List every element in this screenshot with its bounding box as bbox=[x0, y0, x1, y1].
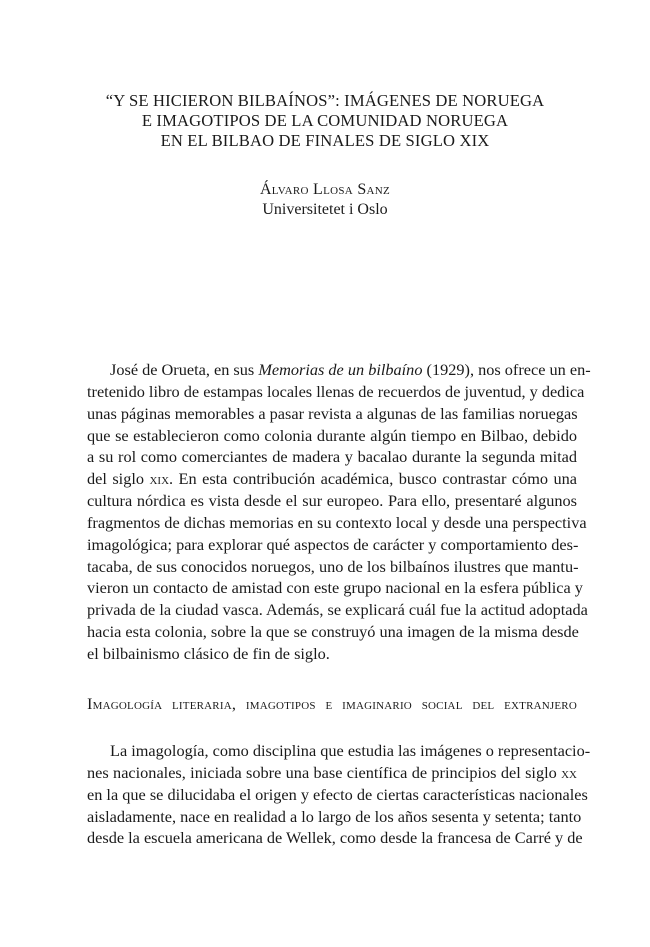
section-paragraph bbox=[87, 740, 591, 849]
paragraph-line: fragmentos de dichas memorias en su contexto local y desde una perspectiva bbox=[87, 512, 587, 532]
book-title-italic: Memorias de un bilbaíno bbox=[258, 360, 423, 379]
paragraph-line bbox=[87, 359, 591, 381]
intro-paragraph bbox=[87, 359, 591, 665]
paragraph-line: privada de la ciudad vasca. Además, se explicará cuál fue la actitud adoptada bbox=[87, 600, 588, 620]
paragraph-line: en la que se dilucidaba el origen y efecto de ciertas características nacionales bbox=[87, 784, 588, 804]
paragraph-line: cultura nórdica es vista desde el sur europeo. Para ello, presentaré algunos bbox=[87, 491, 577, 511]
text-run: . En esta contribución académica, busco contrastar cómo una bbox=[169, 469, 577, 489]
title-line-1: “Y SE HICIERON BILBAÍNOS”: IMÁGENES DE NORUEGA bbox=[105, 91, 545, 110]
paragraph-line: vieron un contacto de amistad con este grupo nacional en la esfera pública y bbox=[87, 578, 583, 598]
paragraph-line: tacaba, de sus conocidos noruegos, uno de los bilbaínos ilustres que mantu- bbox=[87, 556, 579, 576]
paragraph-line: a su rol como comerciantes de madera y bacalao durante la segunda mitad bbox=[87, 447, 577, 467]
paragraph-line: que se establecieron como colonia durante algún tiempo en Bilbao, debido bbox=[87, 425, 577, 445]
author-affiliation: Universitetet i Oslo bbox=[262, 201, 388, 218]
section-heading: Imagología literaria, imagotipos e imaginario social del extranjero bbox=[87, 694, 577, 713]
paragraph-line: tretenido libro de estampas locales llenas de recuerdos de juventud, y dedica bbox=[87, 381, 585, 401]
text-run: nes nacionales, iniciada sobre una base científica de principios del siglo bbox=[87, 762, 562, 782]
title-line-3: EN EL BILBAO DE FINALES DE SIGLO XIX bbox=[160, 131, 490, 150]
author-name: Álvaro Llosa Sanz bbox=[259, 181, 391, 198]
text-run: del siglo bbox=[87, 469, 150, 489]
paragraph-line: imagológica; para explorar qué aspectos de carácter y comportamiento des- bbox=[87, 534, 579, 554]
century-small-caps: xix bbox=[149, 469, 170, 489]
paragraph-line: el bilbainismo clásico de fin de siglo. bbox=[87, 643, 330, 663]
paragraph-line: unas páginas memorables a pasar revista a algunas de las familias noruegas bbox=[87, 403, 578, 423]
text-run: José de Orueta, en sus bbox=[110, 360, 259, 379]
paragraph-line: hacia esta colonia, sobre la que se construyó una imagen de la misma desde bbox=[87, 622, 579, 642]
century-small-caps: xx bbox=[561, 762, 577, 782]
paragraph-line bbox=[87, 762, 577, 784]
text-run: (1929), nos ofrece un en- bbox=[422, 360, 591, 379]
article-title bbox=[60, 91, 590, 151]
paragraph-line bbox=[87, 468, 577, 490]
title-line-2: E IMAGOTIPOS DE LA COMUNIDAD NORUEGA bbox=[141, 111, 509, 130]
paragraph-line: aisladamente, nace en realidad a lo largo de los años sesenta y setenta; tanto bbox=[87, 806, 582, 826]
paragraph-line: desde la escuela americana de Wellek, como desde la francesa de Carré y de bbox=[87, 828, 583, 848]
paragraph-line: La imagología, como disciplina que estudia las imágenes o representacio- bbox=[110, 741, 591, 760]
